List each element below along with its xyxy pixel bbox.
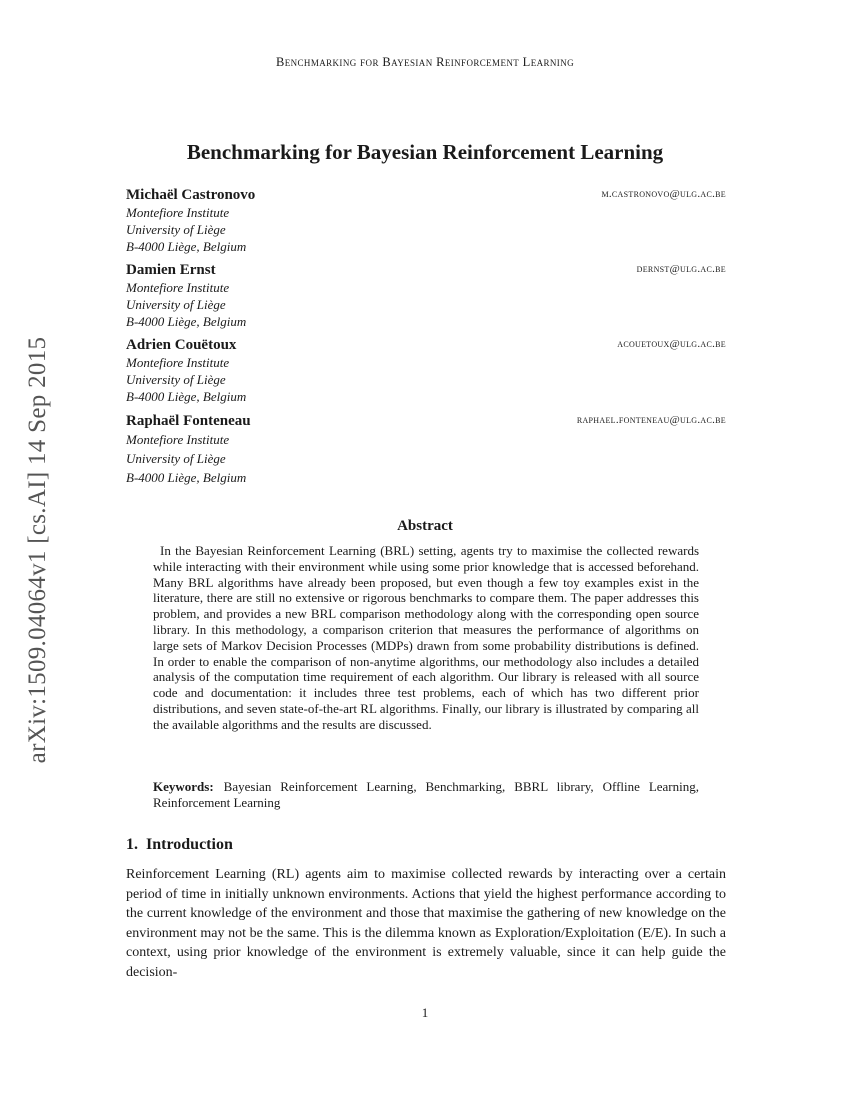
author-email[interactable]: m.castronovo@ulg.ac.be — [601, 188, 726, 200]
author-affiliation-line: University of Liège — [126, 297, 226, 312]
section-number: 1. — [126, 836, 138, 853]
keywords-label: Keywords: — [153, 779, 214, 794]
author-affiliation-line: University of Liège — [126, 222, 226, 237]
section-title: Introduction — [146, 836, 233, 853]
abstract-text: In the Bayesian Reinforcement Learning (BRL) setting, agents try to maximise the collected rewards while interacting with their environment while using some prior knowledge that is accessed beforehand. Many BRL algorithms have already been proposed, but even though a few toy examples exist in the literature, there are still no extensive or rigorous benchmarks to compare them. The paper addresses this problem, and provides a new BRL comparison methodology along with the corresponding open source library. In this methodology, a comparison criterion that measures the performance of algorithms on large sets of Markov Decision Processes (MDPs) drawn from some probability distributions is defined. In order to enable the comparison of non-anytime algorithms, our methodology also includes a detailed analysis of the computation time requirement of each algorithm. Our library is released with all source code and documentation: it includes three test problems, each of which has two different prior distributions, and seven state-of-the-art RL algorithms. Finally, our library is illustrated by comparing all the available algorithms and the results are discussed. — [153, 543, 699, 732]
author-affiliation-line: B-4000 Liège, Belgium — [126, 239, 247, 254]
keywords-text: Bayesian Reinforcement Learning, Benchmarking, BBRL library, Offline Learning, Reinforcement Learning — [153, 779, 699, 810]
author-name: Raphaël Fonteneau — [126, 413, 251, 429]
arxiv-identifier[interactable]: arXiv:1509.04064v1 [cs.AI] 14 Sep 2015 — [24, 336, 51, 764]
running-head: Benchmarking for Bayesian Reinforcement Learning — [275, 55, 575, 69]
author-affiliation-line: Montefiore Institute — [126, 280, 230, 295]
abstract-heading: Abstract — [397, 518, 453, 534]
author-affiliation-line: Montefiore Institute — [126, 432, 230, 447]
author-email[interactable]: dernst@ulg.ac.be — [636, 263, 726, 275]
author-name: Damien Ernst — [126, 262, 216, 278]
page-number: 1 — [421, 1005, 429, 1020]
author-affiliation-line: B-4000 Liège, Belgium — [126, 470, 247, 485]
author-block — [126, 336, 726, 405]
author-affiliation-line: Montefiore Institute — [126, 205, 230, 220]
author-affiliation-line: B-4000 Liège, Belgium — [126, 314, 247, 329]
author-name: Michaël Castronovo — [126, 187, 256, 203]
keywords — [153, 779, 699, 811]
author-block — [126, 261, 726, 330]
author-affiliation-line: University of Liège — [126, 372, 226, 387]
author-email[interactable]: acouetoux@ulg.ac.be — [617, 338, 726, 350]
author-block — [126, 186, 726, 255]
author-block — [126, 412, 726, 487]
author-affiliation-line: B-4000 Liège, Belgium — [126, 389, 247, 404]
author-name: Adrien Couëtoux — [126, 337, 237, 353]
author-email[interactable]: raphael.fonteneau@ulg.ac.be — [576, 414, 726, 426]
author-affiliation-line: University of Liège — [126, 451, 226, 466]
introduction-paragraph: Reinforcement Learning (RL) agents aim to maximise collected rewards by interacting over a certain period of time in initially unknown environments. Actions that yield the highest performance according to the current knowledge of the environment and those that maximise the gathering of new knowledge on the environment may not be the same. This is the dilemma known as Exploration/Exploitation (E/E). In such a context, using prior knowledge of the environment is extremely valuable, since it can help guide the decision- — [126, 867, 726, 980]
section-heading — [126, 836, 233, 854]
author-affiliation-line: Montefiore Institute — [126, 355, 230, 370]
paper-title: Benchmarking for Bayesian Reinforcement Learning — [186, 140, 664, 164]
